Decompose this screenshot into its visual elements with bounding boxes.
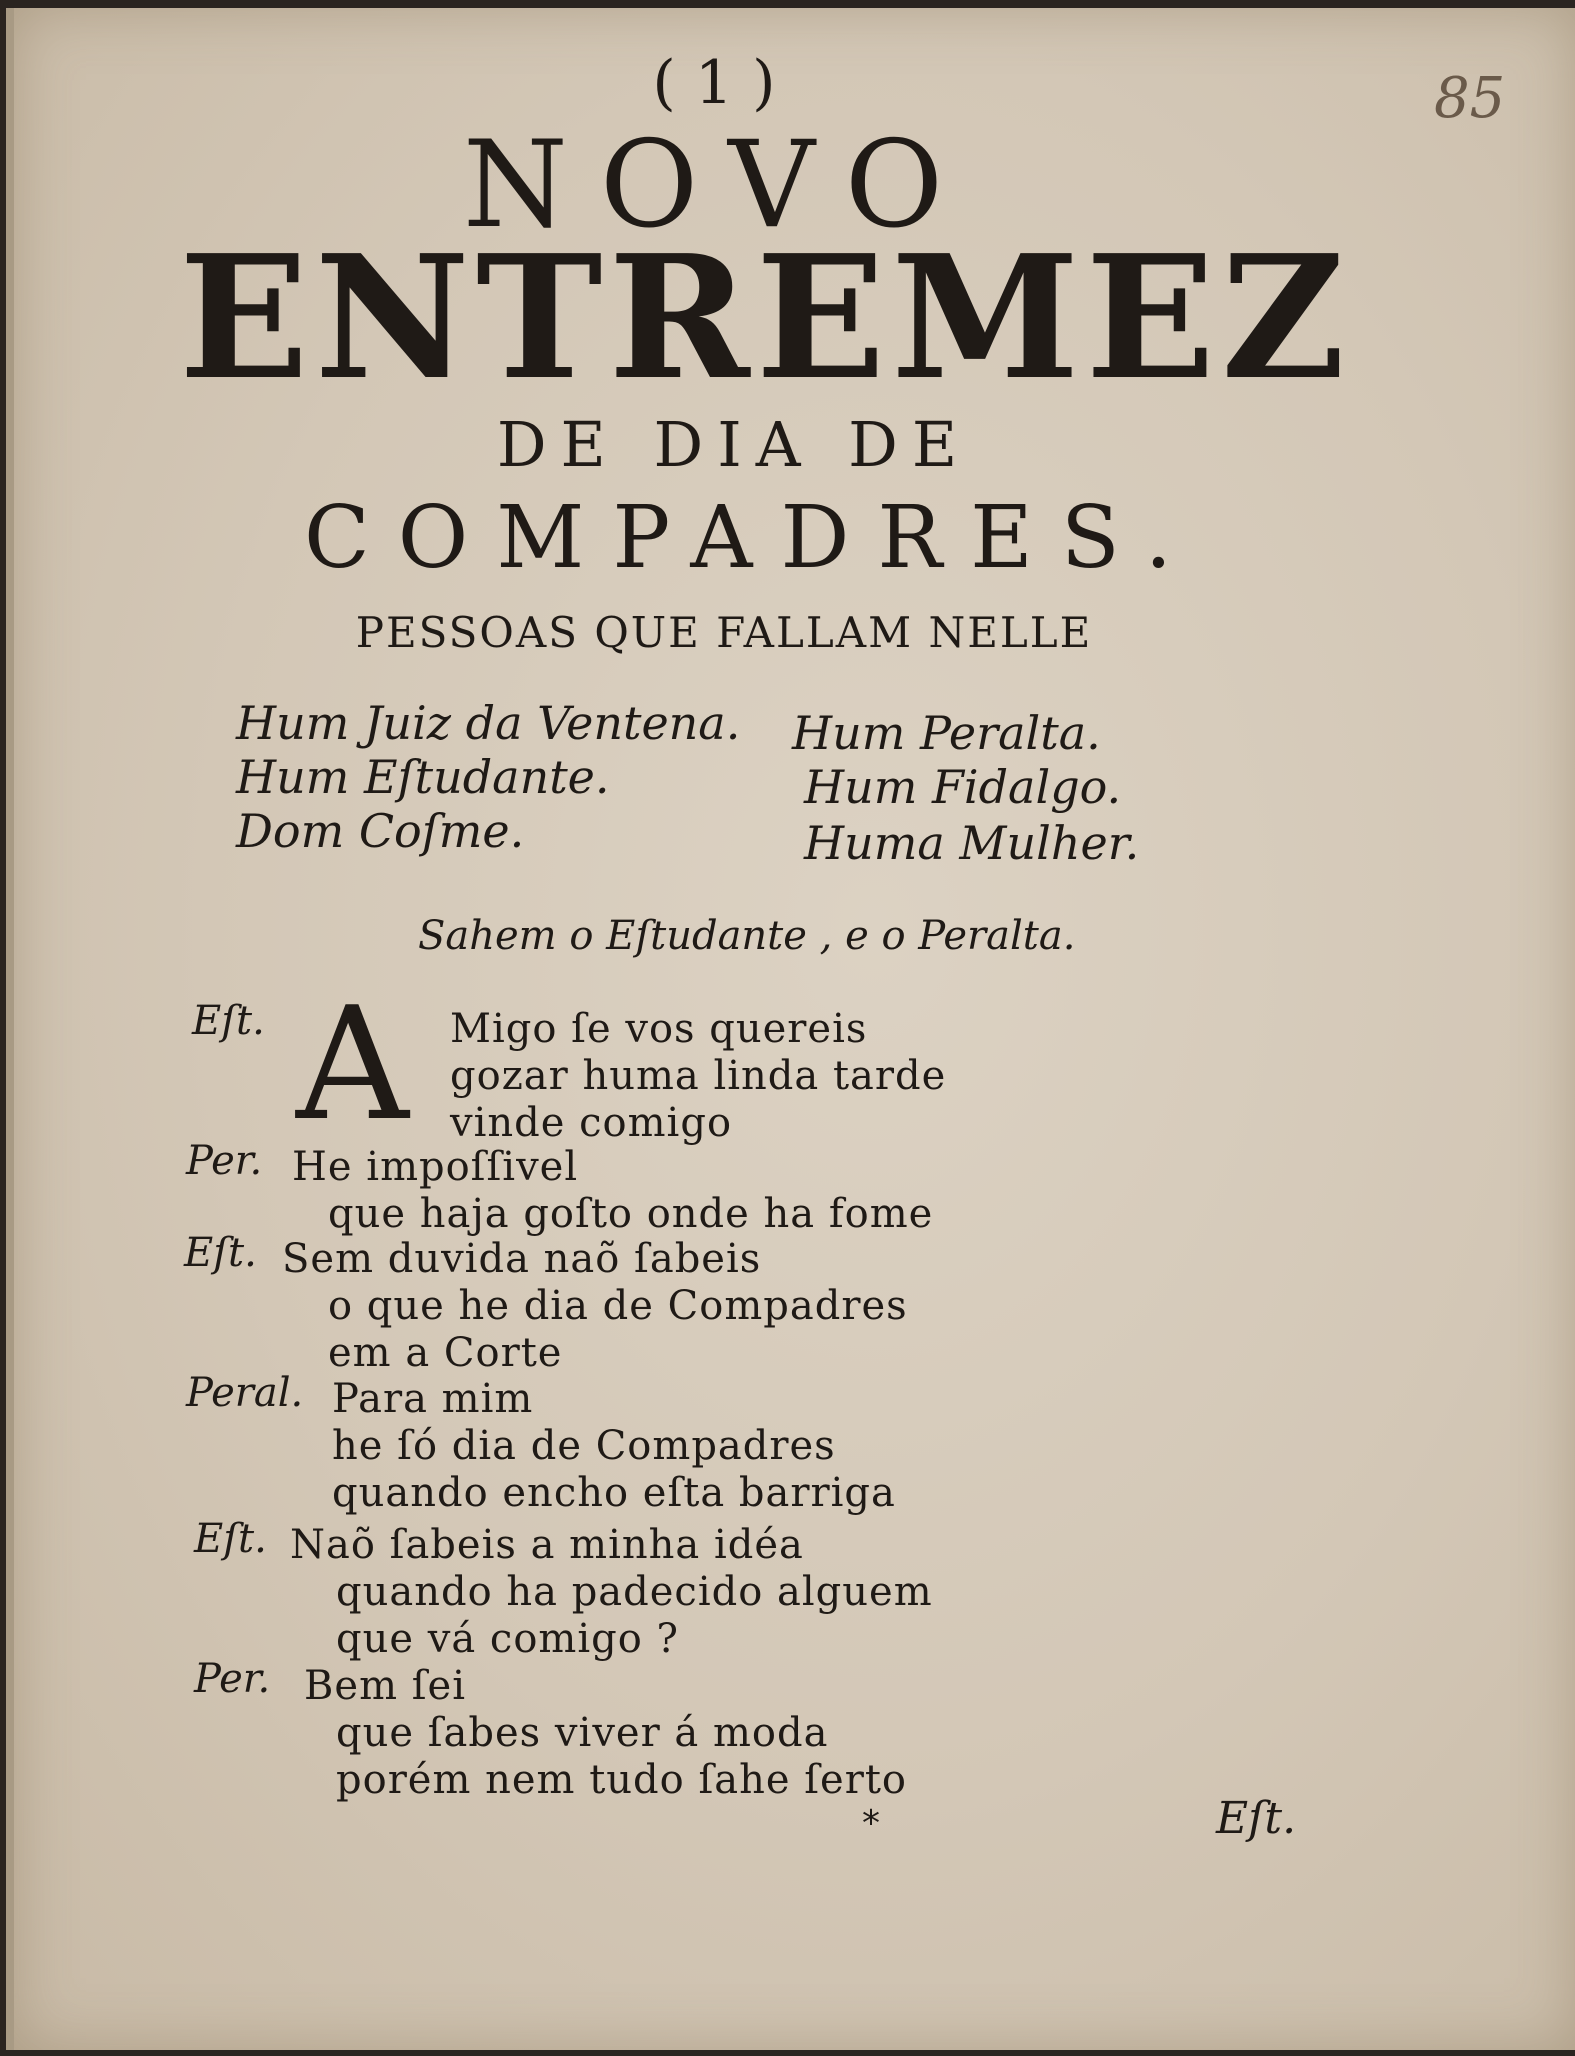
title-line-de-dia-de: DE DIA DE <box>496 408 972 481</box>
speaker-label: Peral. <box>186 1370 304 1416</box>
page-number: ( 1 ) <box>652 48 776 118</box>
dialogue-line: He impoſſivel <box>292 1144 579 1190</box>
book-page <box>6 8 1575 2050</box>
persons-heading: PESSOAS QUE FALLAM NELLE <box>355 608 1093 657</box>
title-line-compadres: COMPADRES. <box>304 488 1201 588</box>
dialogue-line: Naõ ſabeis a minha idéa <box>290 1522 804 1568</box>
speaker-label: Eſt. <box>184 1230 257 1276</box>
speaker-label: Per. <box>186 1138 263 1184</box>
cast-member: Hum Eſtudante. <box>236 750 610 804</box>
speaker-label: Per. <box>194 1656 271 1702</box>
dialogue-line: que haja goſto onde ha fome <box>328 1191 934 1237</box>
dialogue-line: que ſabes viver á moda <box>336 1710 829 1756</box>
stage-direction: Sahem o Eſtudante , e o Peralta. <box>418 913 1076 959</box>
dialogue-line: Para mim <box>332 1376 534 1422</box>
speaker-label: Eſt. <box>194 1516 267 1562</box>
dialogue-line: Bem ſei <box>304 1663 466 1709</box>
signature-mark: * <box>862 1803 880 1844</box>
cast-member: Dom Coſme. <box>236 804 525 858</box>
speaker-label: Eſt. <box>192 998 265 1044</box>
dialogue-line: he ſó dia de Compadres <box>332 1423 836 1469</box>
cast-member: Hum Juiz da Ventena. <box>236 696 741 750</box>
dialogue-line: porém nem tudo ſahe ſerto <box>336 1757 907 1803</box>
archive-number: 85 <box>1434 66 1506 131</box>
dialogue-line: que vá comigo ? <box>336 1616 679 1662</box>
cast-member: Huma Mulher. <box>804 816 1140 870</box>
title-line-novo: NOVO <box>462 116 976 255</box>
dialogue-line: gozar huma linda tarde <box>450 1053 947 1099</box>
dialogue-line: quando encho eſta barriga <box>332 1470 896 1516</box>
dialogue-line: vinde comigo <box>450 1100 733 1146</box>
cast-member: Hum Peralta. <box>792 706 1101 760</box>
dialogue-line: o que he dia de Compadres <box>328 1283 908 1329</box>
cast-member: Hum Fidalgo. <box>804 760 1122 814</box>
dialogue-line: quando ha padecido alguem <box>336 1569 933 1615</box>
dialogue-line: Sem duvida naõ ſabeis <box>282 1236 762 1282</box>
dialogue-line: em a Corte <box>328 1330 563 1376</box>
catchword: Eſt. <box>1216 1793 1297 1844</box>
drop-cap: A <box>296 973 409 1155</box>
title-line-entremez: ENTREMEZ <box>179 218 1352 418</box>
dialogue-line: Migo ſe vos quereis <box>450 1006 868 1052</box>
